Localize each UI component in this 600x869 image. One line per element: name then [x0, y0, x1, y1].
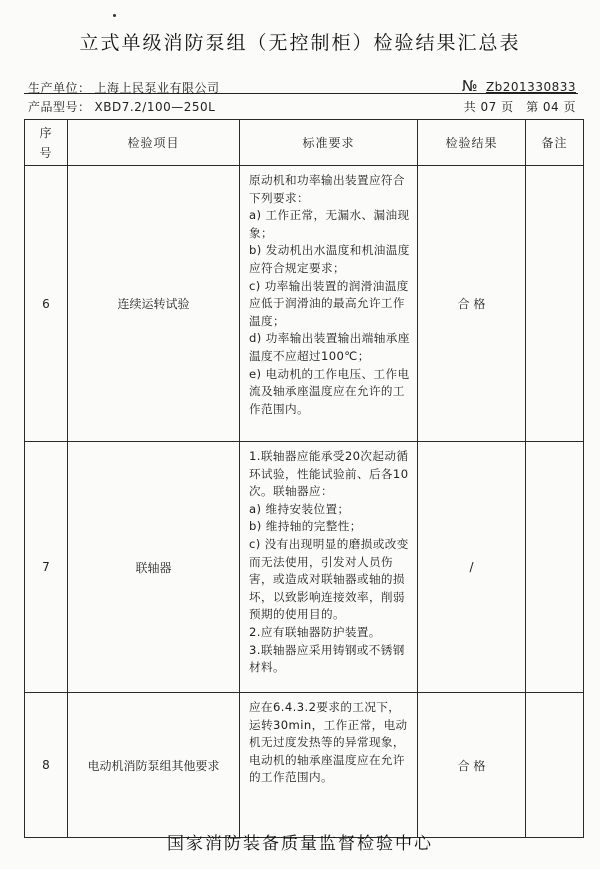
standard-line: a) 维持安装位置； [249, 501, 350, 516]
results-table [24, 119, 584, 838]
row-remark [526, 693, 584, 838]
row-remark [526, 442, 584, 693]
standard-line: a) 工作正常，无漏水、漏油现象； [249, 208, 410, 240]
header-seq-line2: 号 [39, 145, 53, 160]
row-result: 合 格 [418, 166, 526, 442]
standard-line: d) 功率输出装置输出端轴承座温度不应超过100℃； [249, 331, 410, 363]
row-item: 联轴器 [68, 442, 240, 693]
manufacturer-label: 生产单位： [28, 81, 91, 95]
header-result: 检验结果 [418, 120, 526, 166]
header-seq-line1: 序 [39, 125, 53, 140]
row-result: 合 格 [418, 693, 526, 838]
standard-line: 原动机和功率输出装置应符合下列要求： [249, 173, 405, 205]
standard-line: c) 功率输出装置的润滑油温度应低于润滑油的最高允许工作温度； [249, 278, 409, 328]
standard-line: 3.联轴器应采用铸钢或不锈钢材料。 [249, 642, 405, 675]
header-remark: 备注 [526, 120, 584, 166]
table-header-row [25, 120, 584, 166]
header-item: 检验项目 [68, 120, 240, 166]
row-seq: 7 [25, 442, 68, 693]
row-item: 电动机消防泵组其他要求 [68, 693, 240, 838]
report-number: Zb201330833 [485, 80, 576, 94]
row-remark [526, 166, 584, 442]
manufacturer-value: 上海上民泵业有限公司 [94, 81, 220, 95]
model-line [28, 98, 215, 115]
row-seq: 8 [25, 693, 68, 838]
row-standard [240, 166, 418, 442]
standard-line: b) 维持轴的完整性； [249, 519, 362, 534]
header-seq [25, 120, 68, 166]
row-item: 连续运转试验 [68, 166, 240, 442]
standard-line: c) 没有出现明显的磨损或改变而无法使用，引发对人员伤害，或造成对联轴器或轴的损坏，以致影响连接效率，削弱预期的使用目的。 [249, 536, 409, 622]
row-result: / [418, 442, 526, 693]
document-title: 立式单级消防泵组（无控制柜）检验结果汇总表 [79, 32, 521, 54]
row-standard [240, 442, 418, 693]
row-standard [240, 693, 418, 838]
issuing-organization: 国家消防装备质量监督检验中心 [167, 834, 433, 854]
row-seq: 6 [25, 166, 68, 442]
standard-line: 应在6.4.3.2要求的工况下，运转30min，工作正常，电动机无过度发热等的异常现象，电动机的轴承座温度应在允许的工作范围内。 [249, 700, 408, 785]
header-standard: 标准要求 [240, 120, 418, 166]
table-row [25, 166, 584, 442]
standard-line: 1.联轴器应能承受20次起动循环试验，性能试验前、后各10次。联轴器应： [249, 449, 409, 499]
standard-line: e) 电动机的工作电压、工作电流及轴承座温度应在允许的工作范围内。 [249, 366, 410, 416]
header-divider [24, 93, 578, 94]
table-row [25, 442, 584, 693]
print-speck [113, 14, 116, 17]
table-row [25, 693, 584, 838]
number-symbol: № [461, 77, 478, 95]
model-label: 产品型号： [28, 100, 91, 114]
page-info: 共 07 页 第 04 页 [463, 100, 576, 114]
model-value: XBD7.2/100—250L [94, 100, 216, 114]
standard-line: 2.应有联轴器防护装置。 [249, 624, 381, 639]
standard-line: b) 发动机出水温度和机油温度应符合规定要求； [249, 243, 410, 275]
